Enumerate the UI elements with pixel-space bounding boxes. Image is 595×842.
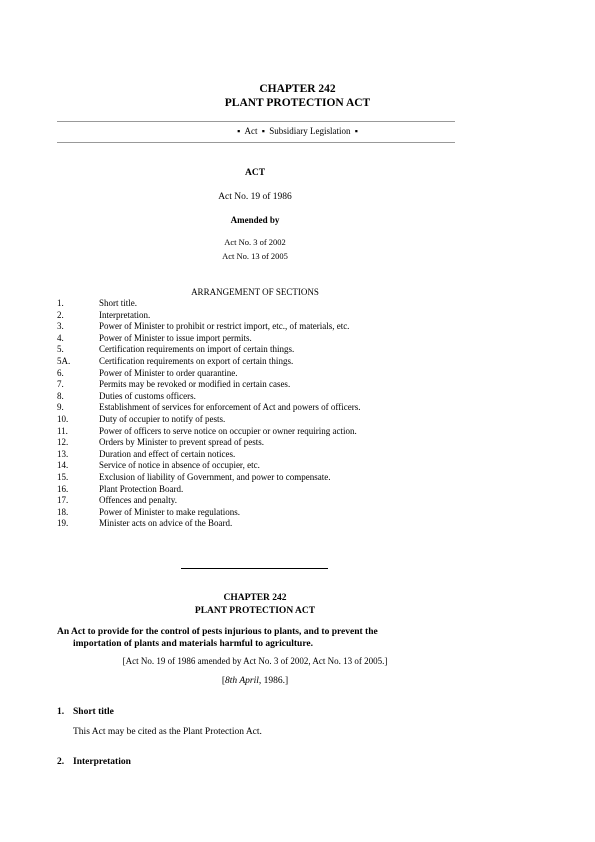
toc-item[interactable]: 5A. Certification requirements on export of certain things.: [57, 355, 294, 366]
toc-item[interactable]: 2. Interpretation.: [57, 309, 151, 320]
toc-item[interactable]: 4. Power of Minister to issue import permits.: [57, 332, 252, 343]
nav-bullet: ▪: [261, 126, 265, 136]
commencement-date-italic: 8th April: [225, 676, 259, 686]
toc-item[interactable]: 12. Orders by Minister to prevent spread of pests.: [57, 437, 264, 448]
toc-item[interactable]: 5. Certification requirements on import of certain things.: [57, 344, 295, 355]
nav-bullet: ▪: [354, 126, 358, 136]
long-title-line-1: An Act to provide for the control of pests injurious to plants, and to prevent the: [57, 627, 378, 637]
toc-item[interactable]: 1. Short title.: [57, 298, 137, 308]
nav-link-subsidiary-legislation[interactable]: Subsidiary Legislation: [269, 126, 351, 136]
act-number: Act No. 19 of 1986: [218, 192, 292, 202]
long-title-line-2: importation of plants and materials harmful to agriculture.: [73, 639, 313, 649]
toc-item[interactable]: 7. Permits may be revoked or modified in certain cases.: [57, 379, 291, 390]
commencement-date: [8th April, 1986.]: [221, 676, 289, 686]
toc-item[interactable]: 18. Power of Minister to make regulations.: [57, 506, 240, 517]
act-title: PLANT PROTECTION ACT: [224, 97, 371, 109]
toc-item[interactable]: 9. Establishment of services for enforcement of Act and powers of officers.: [57, 402, 361, 413]
amended-by-label: Amended by: [230, 215, 280, 225]
chapter-number: CHAPTER 242: [259, 83, 336, 95]
body-chapter-number: CHAPTER 242: [223, 593, 287, 603]
toc-item[interactable]: 10. Duty of occupier to notify of pests.: [57, 413, 226, 424]
toc-item[interactable]: 19. Minister acts on advice of the Board.: [57, 518, 233, 529]
arrangement-list: [57, 298, 477, 530]
section-1-text: This Act may be cited as the Plant Protection Act.: [73, 727, 262, 737]
nav-bottom-rule: [57, 142, 455, 143]
toc-item[interactable]: 17. Offences and penalty.: [57, 495, 177, 506]
toc-item[interactable]: 14. Service of notice in absence of occupier, etc.: [57, 460, 260, 471]
toc-item[interactable]: 11. Power of officers to serve notice on occupier or owner requiring action.: [57, 425, 357, 436]
toc-item[interactable]: 15. Exclusion of liability of Government, and power to compensate.: [57, 471, 331, 482]
act-heading: ACT: [244, 168, 266, 178]
nav-link-act[interactable]: Act: [244, 126, 258, 136]
amendment-1: Act No. 3 of 2002: [224, 237, 286, 247]
body-act-title: PLANT PROTECTION ACT: [194, 606, 316, 616]
long-title: [57, 626, 455, 650]
nav-bullet: ▪: [237, 126, 241, 136]
nav-top-rule: [57, 121, 455, 122]
toc-item[interactable]: 8. Duties of customs officers.: [57, 390, 196, 401]
document-nav: [0, 126, 595, 136]
section-1-heading: 1. Short title: [57, 707, 114, 717]
toc-item[interactable]: 13. Duration and effect of certain notices.: [57, 448, 236, 459]
toc-item[interactable]: 3. Power of Minister to prohibit or restrict import, etc., of materials, etc.: [57, 321, 350, 332]
amendment-2: Act No. 13 of 2005: [222, 251, 288, 261]
toc-item[interactable]: 16. Plant Protection Board.: [57, 483, 184, 494]
arrangement-heading: ARRANGEMENT OF SECTIONS: [191, 287, 319, 297]
amendment-reference: [Act No. 19 of 1986 amended by Act No. 3 of 2002, Act No. 13 of 2005.]: [122, 656, 388, 666]
section-2-heading: 2. Interpretation: [57, 757, 131, 767]
toc-item[interactable]: 6. Power of Minister to order quarantine.: [57, 367, 238, 378]
section-divider: [181, 568, 328, 569]
